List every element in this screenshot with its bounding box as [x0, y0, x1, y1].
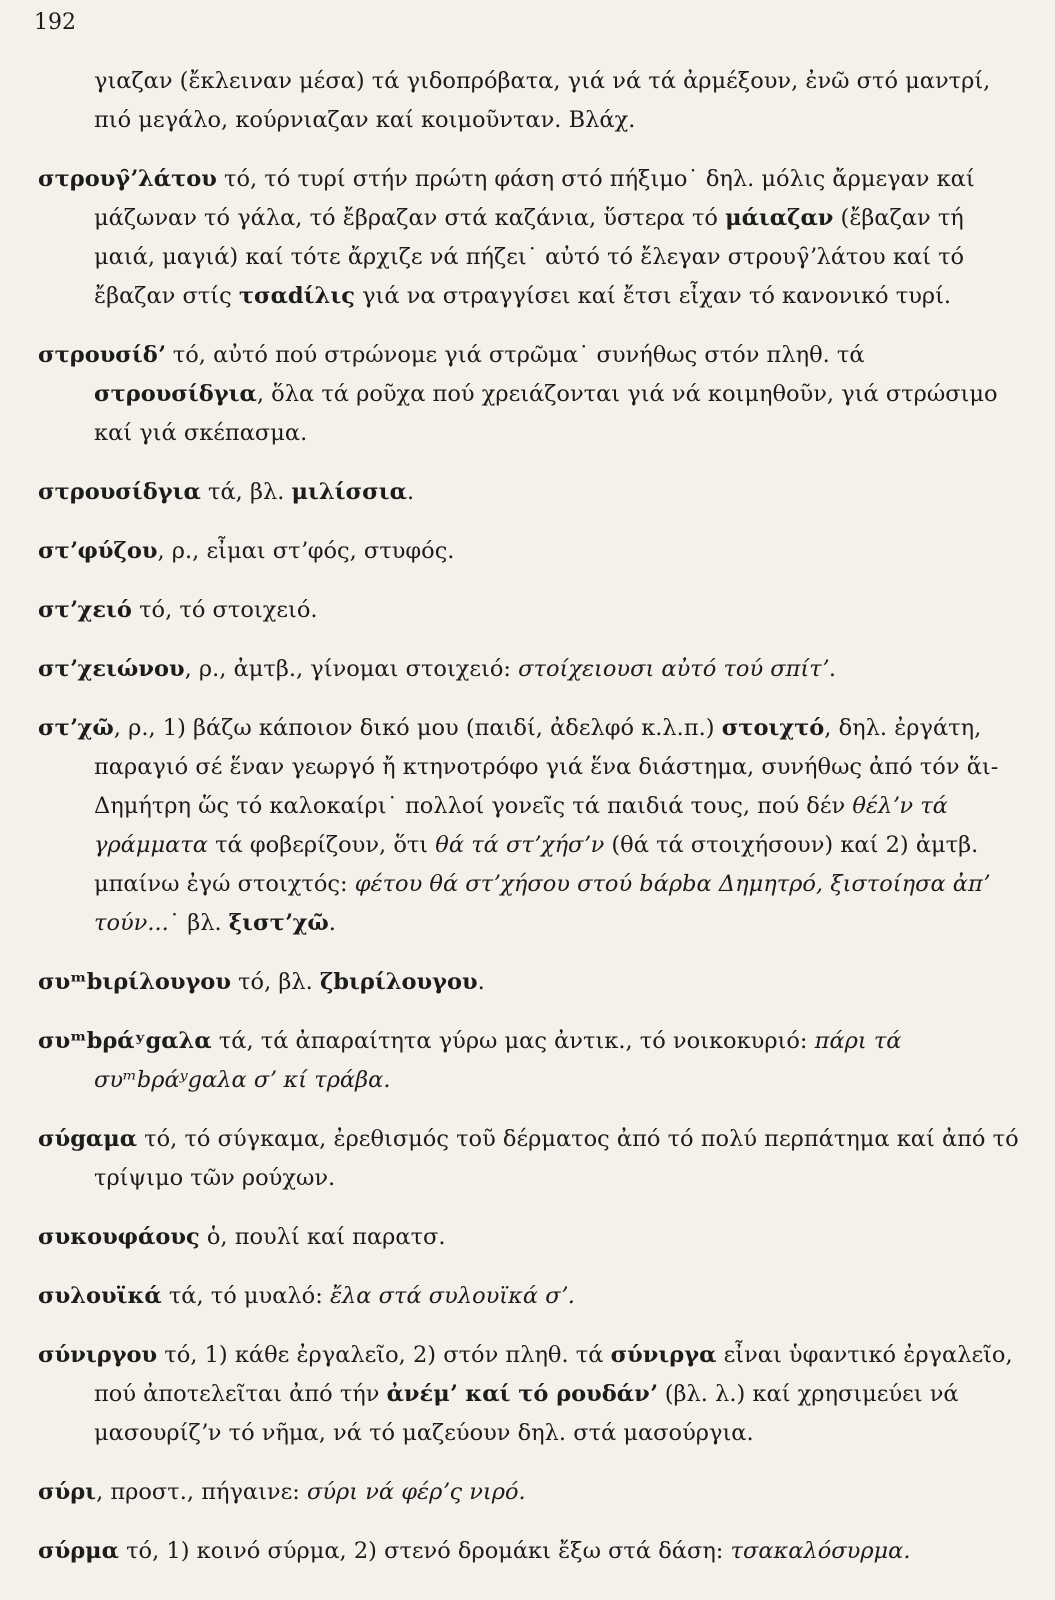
- dictionary-entry: [38, 709, 1028, 943]
- dictionary-entry: [38, 1120, 1028, 1198]
- headword: στʼχειό: [38, 597, 132, 623]
- headword: στρουγ̑ʼλάτου: [38, 166, 217, 192]
- definition-text: , ρ., εἶμαι στʼφός, στυφός.: [157, 538, 455, 564]
- definition-text: ὁ, πουλί καί παρατσ.: [199, 1224, 446, 1250]
- headword: συᵐbράʸgαλα: [38, 1028, 212, 1054]
- headword: στʼφύζου: [38, 538, 158, 564]
- dictionary-entry: [38, 1022, 1028, 1100]
- headword: στʼχῶ: [38, 715, 114, 741]
- headword: σύgαμα: [38, 1126, 138, 1152]
- definition-text: τό, βλ.: [230, 969, 320, 995]
- headword: σύρμα: [38, 1538, 119, 1564]
- definition-text: γιά να στραγγίσει καί ἔτσι εἶχαν τό κανονικό τυρί.: [354, 283, 952, 309]
- definition-text: , ρ., 1) βάζω κάποιον δικό μου (παιδί, ἀδελφό κ.λ.π.): [113, 715, 722, 741]
- definition-text: τό, τό τυρί στήν πρώτη φάση στό πήξιμο˙ δηλ. μόλις ἄρμεγαν καί μάζωναν τό γάλα, τό ἔβραζαν στά καζάνια, ὕστερα τό: [94, 166, 975, 231]
- dictionary-entry: [38, 336, 1028, 453]
- dictionary-entry: [38, 532, 1028, 571]
- definition-text: γιαζαν (ἔκλειναν μέσα) τά γιδοπρόβατα, γιά νά τά ἀρμέξουν, ἐνῶ στό μαντρί, πιό μεγάλο, κούρνιαζαν καί κοιμοῦνταν. Βλάχ.: [94, 68, 991, 133]
- headword: στρουσίδγια: [38, 479, 201, 505]
- dictionary-entry: [38, 1532, 1028, 1571]
- entry-list: [38, 62, 1028, 1591]
- definition-text: (βλ. λ.) καί χρησιμεύει νά μασουρίζʼν τό νῆμα, νά τό μαζεύουν δηλ. στά μασούργια.: [94, 1381, 959, 1446]
- dictionary-entry: [38, 1218, 1028, 1257]
- headword: στοιχτό: [721, 715, 825, 741]
- definition-text: τά, βλ.: [200, 479, 292, 505]
- example-text: τσακαλόσυρμα.: [730, 1538, 911, 1564]
- dictionary-entry: [38, 591, 1028, 630]
- headword: τσαdίλις: [238, 283, 355, 309]
- example-text: φέτου θά στʼχήσου στού bάρbα Δημητρό, ξιστοίησα ἀπʼ τούν...: [94, 871, 990, 936]
- dictionary-entry: [38, 1277, 1028, 1316]
- headword: σύνιργου: [38, 1342, 158, 1368]
- definition-text: τό, 1) κοινό σύρμα, 2) στενό δρομάκι ἔξω στά δάση:: [118, 1538, 731, 1564]
- definition-text: , δηλ. ἐργάτη, παραγιό σέ ἕναν γεωργό ἤ κτηνοτρόφο γιά ἕνα διάστημα, συνήθως ἀπό τόν ἅι-Δημήτρη ὥς τό καλοκαίρι˙ πολλοί γονεῖς τά παιδιά τους, πού δέν: [94, 715, 999, 819]
- definition-text: .: [477, 969, 485, 995]
- headword: ξιστʼχῶ: [228, 910, 329, 936]
- headword: μάιαζαν: [725, 205, 834, 231]
- definition-text: τό, 1) κάθε ἐργαλεῖο, 2) στόν πληθ. τά: [157, 1342, 611, 1368]
- example-text: θά τά στʼχήσʼν: [435, 832, 605, 858]
- definition-text: (θά τά στοιχήσουν) καί 2) ἀμτβ. μπαίνω ἐγώ στοιχτός:: [94, 832, 979, 897]
- example-text: πάρι τά συᵐbράʸgαλα σʼ κί τράβα.: [94, 1028, 902, 1093]
- headword: ζbιρίλουγου: [319, 969, 478, 995]
- dictionary-entry: [38, 1473, 1028, 1512]
- definition-text: τό, τό σύγκαμα, ἐρεθισμός τοῦ δέρματος ἀπό τό πολύ περπάτημα καί ἀπό τό τρίψιμο τῶν ρούχων.: [94, 1126, 1019, 1191]
- page-number: 192: [34, 10, 76, 35]
- definition-text: .: [828, 656, 836, 682]
- dictionary-entry: [38, 963, 1028, 1002]
- definition-text: (ἔβαζαν τή μαιά, μαγιά) καί τότε ἄρχιζε νά πήζει˙ αὐτό τό ἔλεγαν στρουγ̑ʼλάτου καί τό ἔβαζαν στίς: [94, 205, 965, 309]
- dictionary-entry: [38, 1336, 1028, 1453]
- headword: στρουσίδγια: [94, 381, 257, 407]
- definition-text: , ρ., ἀμτβ., γίνομαι στοιχειό:: [184, 656, 519, 682]
- definition-text: τά, τό μυαλό:: [161, 1283, 330, 1309]
- definition-text: τό, τό στοιχειό.: [131, 597, 318, 623]
- definition-text: , ὅλα τά ροῦχα πού χρειάζονται γιά νά κοιμηθοῦν, γιά στρώσιμο καί γιά σκέπασμα.: [94, 381, 998, 446]
- dictionary-entry: [38, 160, 1028, 316]
- dictionary-entry: [38, 473, 1028, 512]
- definition-text: .: [406, 479, 415, 505]
- headword: μιλίσσια: [291, 479, 407, 505]
- definition-text: ˙ βλ.: [168, 910, 229, 936]
- headword: στρουσίδʼ: [38, 342, 166, 368]
- entry-continuation: [38, 62, 1028, 140]
- definition-text: τά, τά ἀπαραίτητα γύρω μας ἀντικ., τό νοικοκυριό:: [211, 1028, 815, 1054]
- headword: ἀνέμʼ καί τό ρουδάνʼ: [386, 1381, 658, 1407]
- definition-text: εἶναι ὑφαντικό ἐργαλεῖο, πού ἀποτελεῖται ἀπό τήν: [94, 1342, 1013, 1407]
- definition-text: , προστ., πήγαινε:: [96, 1479, 307, 1505]
- headword: συᵐbιρίλουγου: [38, 969, 231, 995]
- example-text: ἔλα στά συλουϊκά σʼ.: [329, 1283, 575, 1309]
- definition-text: .: [328, 910, 336, 936]
- definition-text: τό, αὐτό πού στρώνομε γιά στρῶμα˙ συνήθως στόν πληθ. τά: [165, 342, 865, 368]
- headword: συλουϊκά: [38, 1283, 162, 1309]
- example-text: σύρι νά φέρʼς νιρό.: [307, 1479, 526, 1505]
- example-text: στοίχειουσι αὐτό τού σπίτʼ: [518, 656, 829, 682]
- dictionary-entry: [38, 650, 1028, 689]
- headword: στʼχειώνου: [38, 656, 185, 682]
- example-text: θέλʼν τά γράμματα: [94, 793, 948, 858]
- headword: σύνιργα: [610, 1342, 717, 1368]
- headword: σύρι: [38, 1479, 97, 1505]
- headword: συκουφάους: [38, 1224, 200, 1250]
- definition-text: τά φοβερίζουν, ὅτι: [207, 832, 436, 858]
